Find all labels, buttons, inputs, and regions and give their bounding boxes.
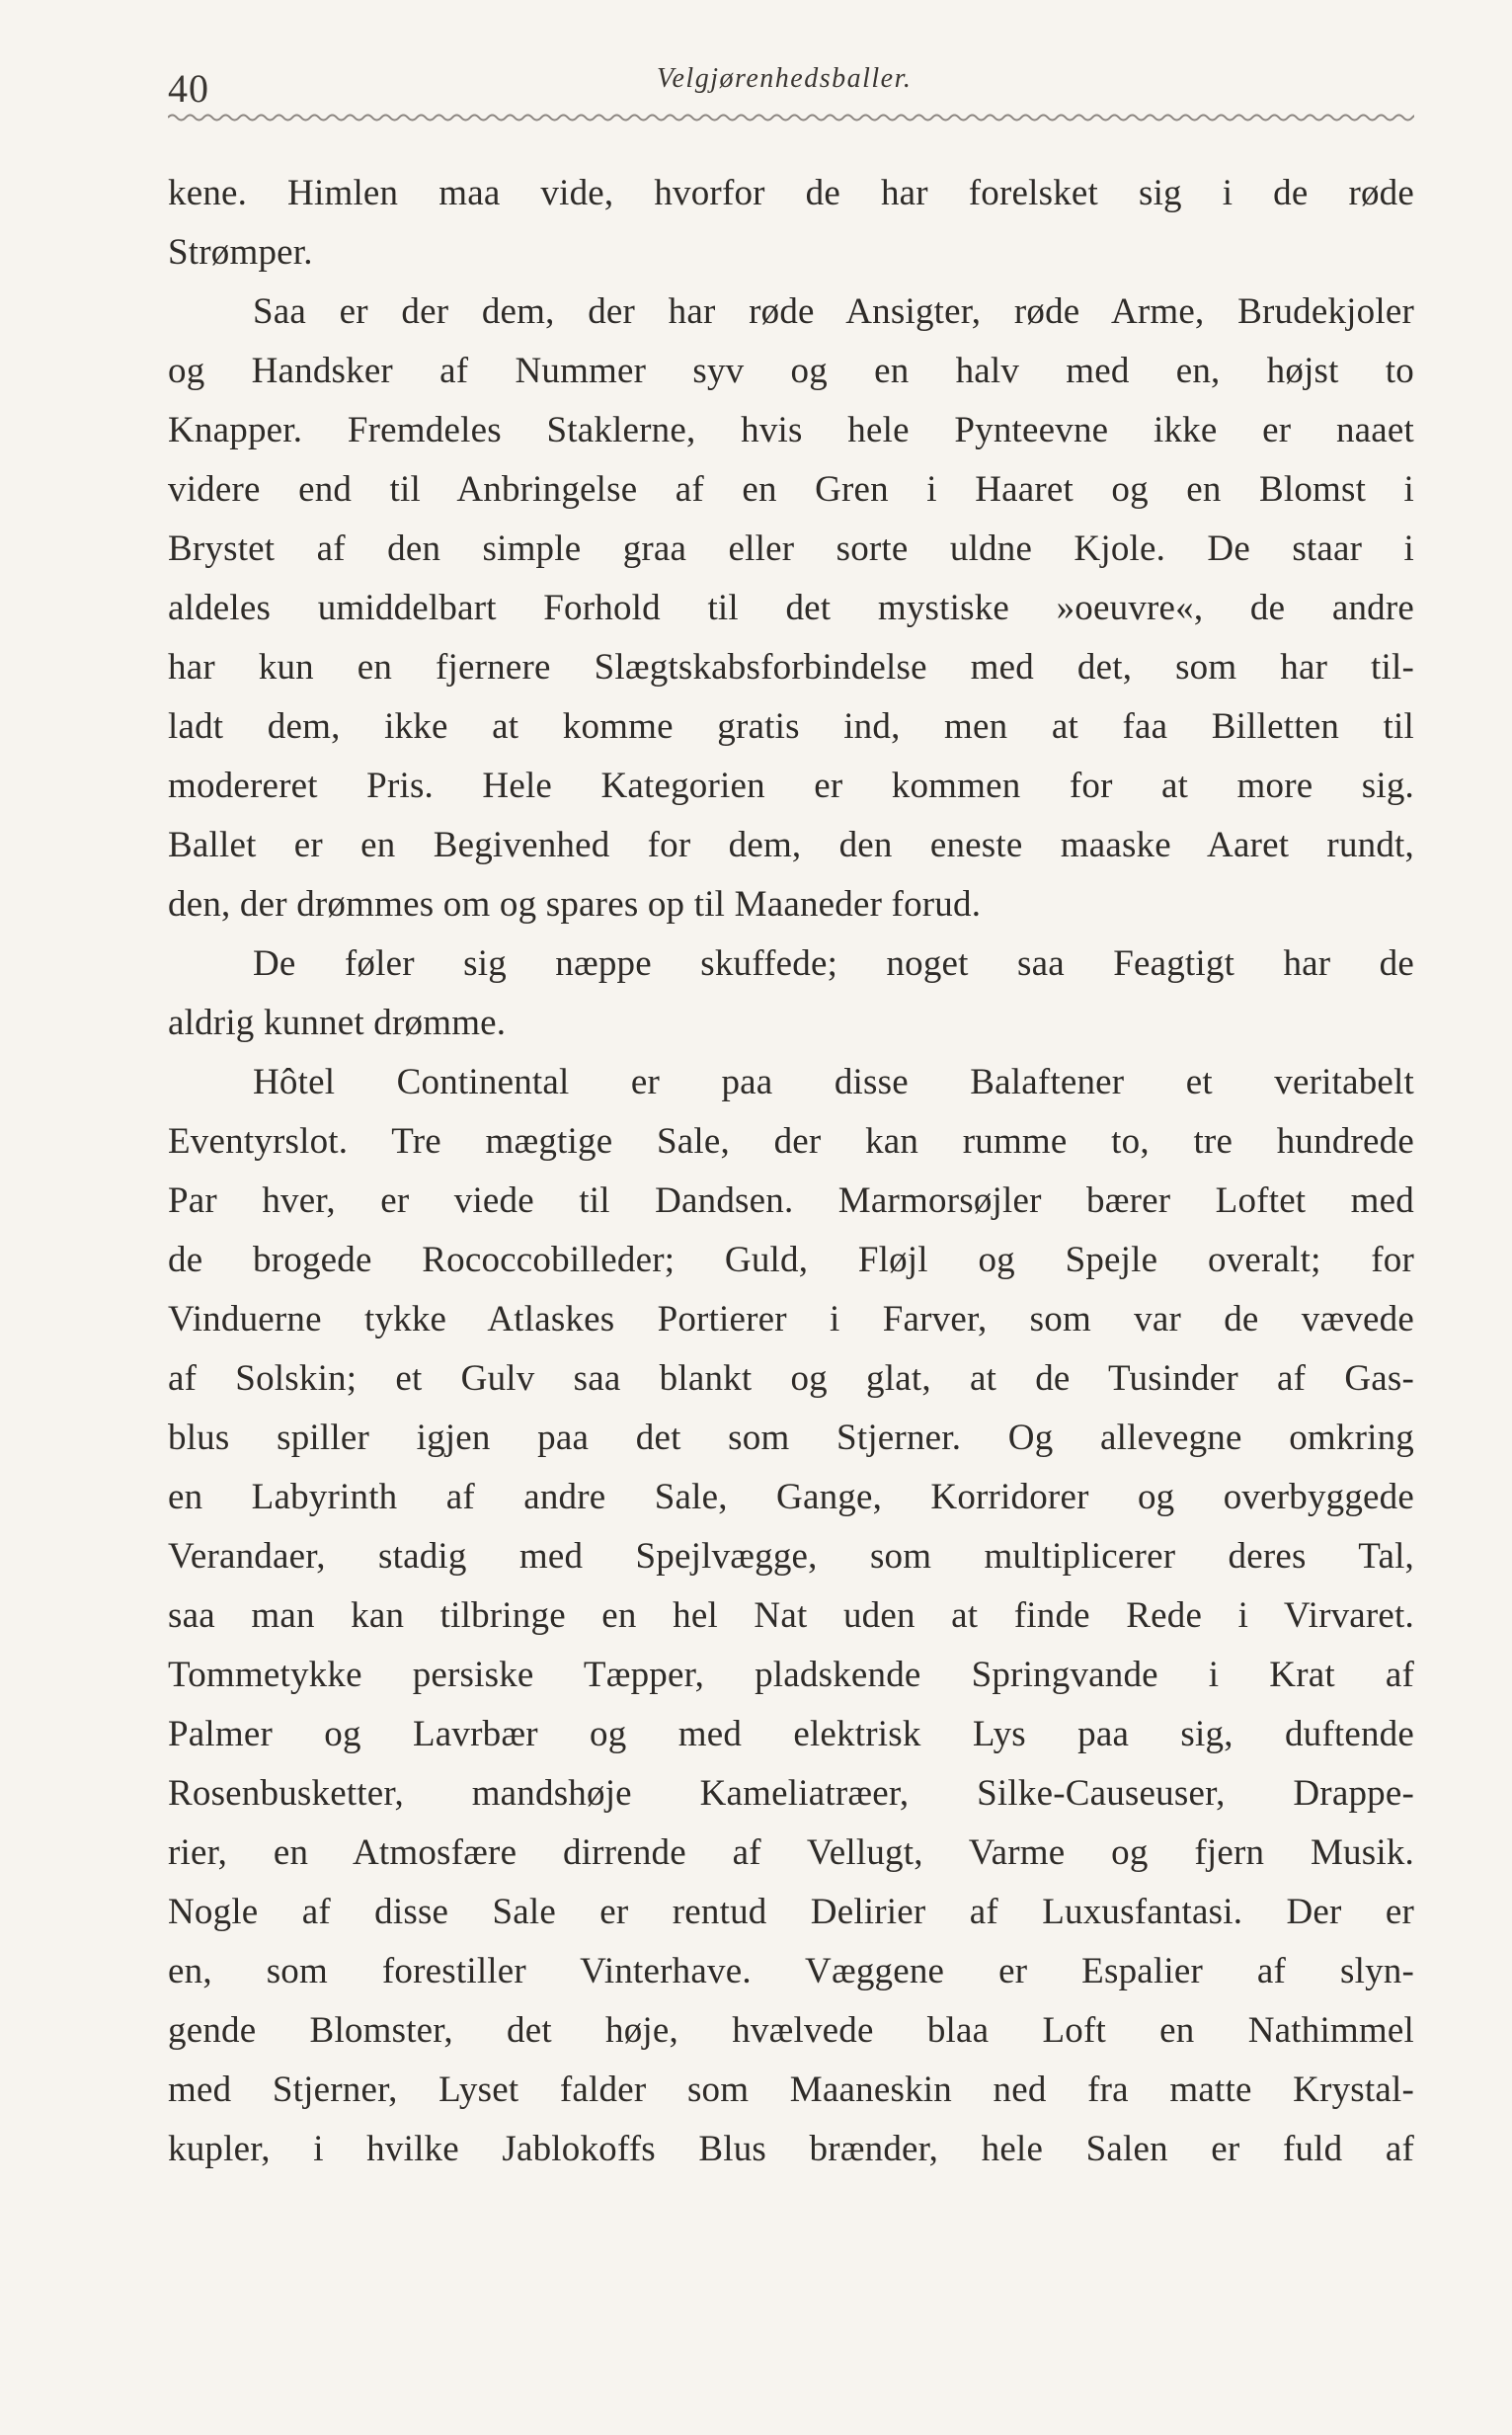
text-line: gende Blomster, det høje, hvælvede blaa Loft en Nathimmel bbox=[168, 2010, 1414, 2051]
wavy-rule-ornament bbox=[168, 107, 1414, 128]
text-line: Ballet er en Begivenhed for dem, den eneste maaske Aaret rundt, bbox=[168, 825, 1414, 865]
text-line: af Solskin; et Gulv saa blankt og glat, at de Tusinder af Gas- bbox=[168, 1358, 1414, 1399]
text-line: ladt dem, ikke at komme gratis ind, men at faa Billetten til bbox=[168, 706, 1414, 747]
text-line: Eventyrslot. Tre mægtige Sale, der kan rumme to, tre hundrede bbox=[168, 1121, 1414, 1162]
text-line: Vinduerne tykke Atlaskes Portierer i Farver, som var de vævede bbox=[168, 1299, 1414, 1339]
text-line: Tommetykke persiske Tæpper, pladskende Springvande i Krat af bbox=[168, 1655, 1414, 1695]
text-line: Palmer og Lavrbær og med elektrisk Lys paa sig, duftende bbox=[168, 1714, 1414, 1754]
text-line: Par hver, er viede til Dandsen. Marmorsøjler bærer Loftet med bbox=[168, 1180, 1414, 1221]
text-line: Knapper. Fremdeles Staklerne, hvis hele Pynteevne ikke er naaet bbox=[168, 410, 1414, 450]
text-line: har kun en fjernere Slægtskabsforbindelse med det, som har til- bbox=[168, 647, 1414, 688]
text-line: blus spiller igjen paa det som Stjerner. Og allevegne omkring bbox=[168, 1418, 1414, 1458]
text-line: den, der drømmes om og spares op til Maaneder forud. bbox=[168, 884, 982, 925]
text-line: med Stjerner, Lyset falder som Maaneskin ned fra matte Krystal- bbox=[168, 2070, 1414, 2110]
text-line: en Labyrinth af andre Sale, Gange, Korridorer og overbyggede bbox=[168, 1477, 1414, 1517]
running-title: Velgjørenhedsballer. bbox=[657, 63, 913, 94]
text-line: de brogede Rococcobilleder; Guld, Fløjl og Spejle overalt; for bbox=[168, 1240, 1414, 1280]
text-line: og Handsker af Nummer syv og en halv med en, højst to bbox=[168, 351, 1414, 391]
text-line: Strømper. bbox=[168, 232, 313, 273]
text-line: Verandaer, stadig med Spejlvægge, som multiplicerer deres Tal, bbox=[168, 1536, 1414, 1577]
text-line: rier, en Atmosfære dirrende af Vellugt, Varme og fjern Musik. bbox=[168, 1832, 1414, 1873]
text-line: Saa er der dem, der har røde Ansigter, røde Arme, Brudekjoler bbox=[253, 291, 1414, 332]
text-line: kene. Himlen maa vide, hvorfor de har forelsket sig i de røde bbox=[168, 173, 1414, 213]
text-line: Brystet af den simple graa eller sorte uldne Kjole. De staar i bbox=[168, 528, 1414, 569]
text-line: en, som forestiller Vinterhave. Væggene er Espalier af slyn- bbox=[168, 1951, 1414, 1991]
text-line: aldeles umiddelbart Forhold til det mystiske »oeuvre«, de andre bbox=[168, 588, 1414, 628]
page-number: 40 bbox=[168, 66, 209, 111]
text-line: De føler sig næppe skuffede; noget saa Feagtigt har de bbox=[253, 943, 1414, 984]
text-line: Hôtel Continental er paa disse Balaftener et veritabelt bbox=[253, 1062, 1414, 1102]
text-line: modereret Pris. Hele Kategorien er kommen for at more sig. bbox=[168, 766, 1414, 806]
text-line: kupler, i hvilke Jablokoffs Blus brænder, hele Salen er fuld af bbox=[168, 2129, 1414, 2169]
text-line: saa man kan tilbringe en hel Nat uden at finde Rede i Virvaret. bbox=[168, 1595, 1414, 1636]
text-line: aldrig kunnet drømme. bbox=[168, 1003, 507, 1043]
text-line: videre end til Anbringelse af en Gren i Haaret og en Blomst i bbox=[168, 469, 1414, 510]
body-text bbox=[168, 164, 1414, 2179]
text-line: Rosenbusketter, mandshøje Kameliatræer, Silke-Causeuser, Drappe- bbox=[168, 1773, 1414, 1814]
text-line: Nogle af disse Sale er rentud Delirier af Luxusfantasi. Der er bbox=[168, 1892, 1414, 1932]
